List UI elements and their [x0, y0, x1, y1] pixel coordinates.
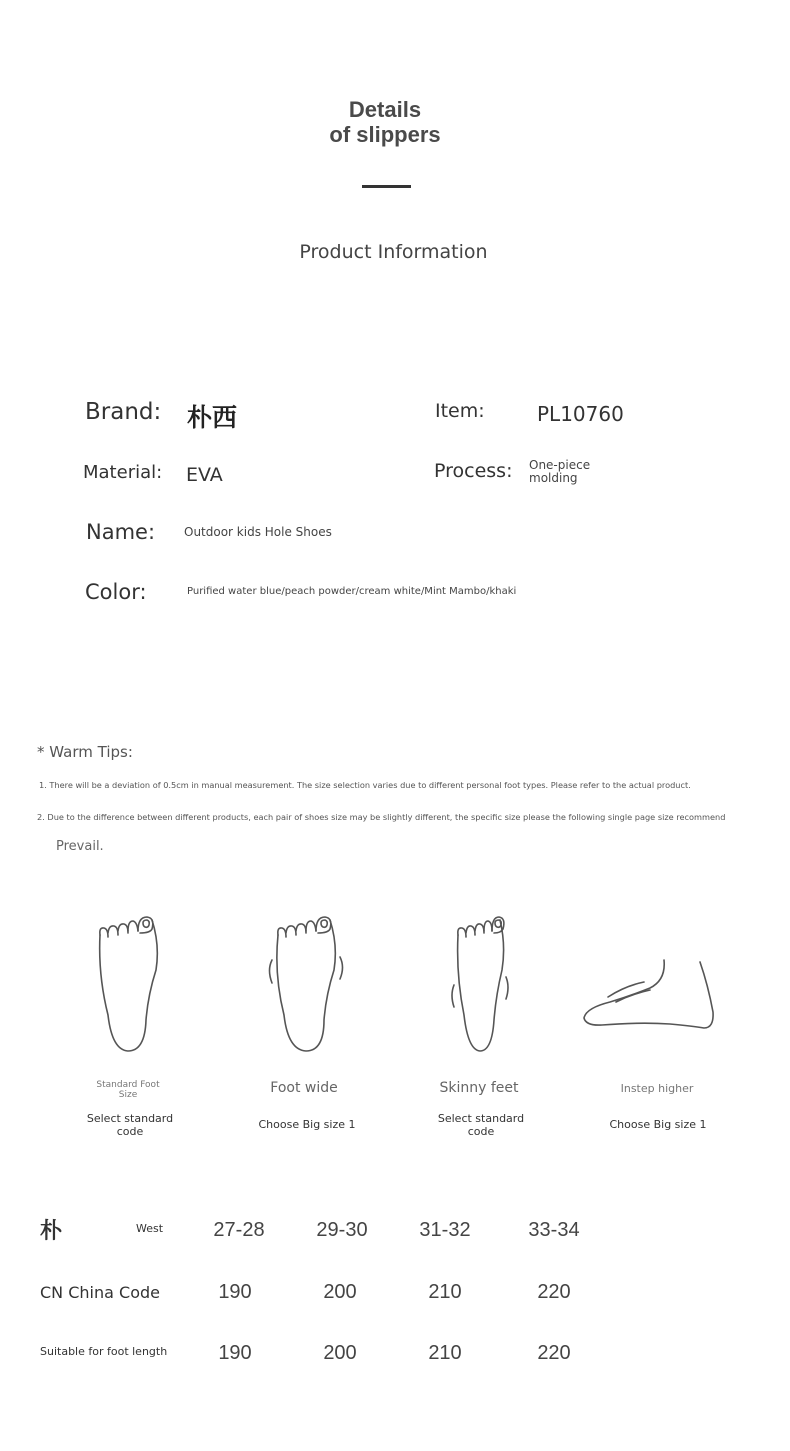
tip-2: 2. Due to the difference between different products, each pair of shoes size may be slightly different, the specific size please the following single page size recommend [37, 812, 726, 822]
skinny-foot-caption: Skinny feet [439, 1080, 519, 1096]
color-value: Purified water blue/peach powder/cream white/Mint Mambo/khaki [187, 586, 517, 597]
section-subtitle: Product Information [299, 241, 488, 263]
wide-foot-caption: Foot wide [270, 1080, 338, 1096]
row2-cell-2: 200 [323, 1281, 357, 1303]
material-value: EVA [186, 464, 223, 486]
title-divider [362, 185, 411, 188]
standard-foot-code-line2: code [116, 1125, 144, 1138]
row2-label: CN China Code [40, 1283, 160, 1302]
standard-foot-caption-line2: Size [118, 1090, 138, 1100]
item-label: Item: [435, 400, 485, 422]
item-value: PL10760 [537, 402, 624, 426]
row1-cell-3: 31-32 [419, 1219, 471, 1241]
high-instep-caption: Instep higher [620, 1082, 694, 1095]
standard-foot-icon [90, 915, 170, 1055]
row3-cell-2: 200 [323, 1342, 357, 1364]
skinny-foot-code-line2: code [467, 1125, 495, 1138]
tip-1: 1. There will be a deviation of 0.5cm in manual measurement. The size selection varies due to different personal foot types. Please refer to the actual product. [39, 780, 691, 790]
row2-cell-3: 210 [428, 1281, 462, 1303]
tip-2-continued: Prevail. [56, 839, 104, 854]
row3-cell-4: 220 [537, 1342, 571, 1364]
wide-foot-code: Choose Big size 1 [258, 1118, 356, 1131]
name-value: Outdoor kids Hole Shoes [184, 525, 332, 539]
process-value-line1: One-piece [529, 458, 591, 472]
row3-cell-3: 210 [428, 1342, 462, 1364]
high-instep-foot-icon [580, 950, 720, 1040]
skinny-foot-code-line1: Select standard [437, 1112, 525, 1125]
page-title-line2: of slippers [329, 122, 441, 147]
warm-tips-title: * Warm Tips: [37, 743, 133, 761]
brand-label: Brand: [85, 399, 162, 425]
color-label: Color: [85, 580, 147, 604]
row1-label-cn: 朴 [40, 1219, 63, 1244]
brand-value: 朴西 [187, 403, 238, 432]
process-label: Process: [434, 460, 513, 482]
row1-cell-2: 29-30 [316, 1219, 368, 1241]
standard-foot-code-line1: Select standard [86, 1112, 174, 1125]
row3-label: Suitable for foot length [40, 1345, 168, 1358]
row2-cell-4: 220 [537, 1281, 571, 1303]
wide-foot-icon [266, 915, 346, 1055]
name-label: Name: [86, 520, 156, 544]
skinny-foot-icon [444, 915, 524, 1055]
row2-cell-1: 190 [218, 1281, 252, 1303]
high-instep-code: Choose Big size 1 [609, 1118, 707, 1131]
row1-cell-1: 27-28 [213, 1219, 265, 1241]
material-label: Material: [83, 462, 163, 483]
row1-label-west: West [136, 1222, 164, 1235]
row3-cell-1: 190 [218, 1342, 252, 1364]
page-title-line1: Details [348, 97, 422, 122]
process-value-line2: molding [529, 471, 578, 485]
row1-cell-4: 33-34 [528, 1219, 580, 1241]
standard-foot-caption-line1: Standard Foot [96, 1080, 160, 1090]
